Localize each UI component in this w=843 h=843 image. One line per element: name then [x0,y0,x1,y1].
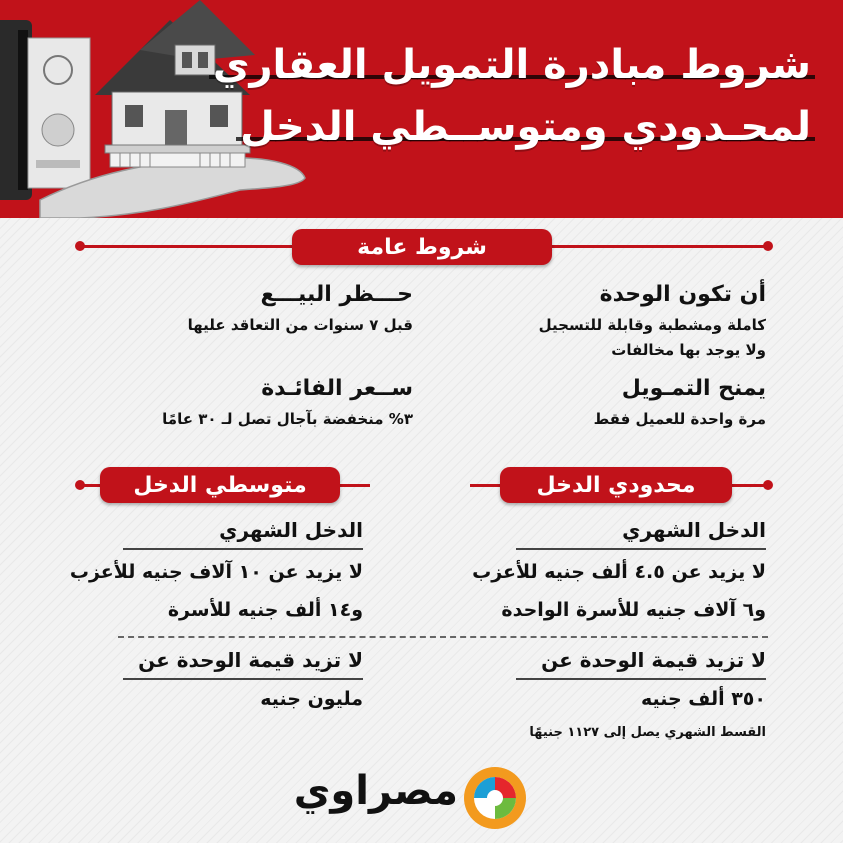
low-income-monthly-label: الدخل الشهري [516,518,766,550]
title-line-1: شروط مبادرة التمويل العقاري [255,34,815,96]
banknote-icon [28,38,90,188]
interest-rate-text: ٣% منخفضة بآجال تصل لـ ٣٠ عامًا [162,410,413,428]
interest-rate-title: ســعر الفائـدة [261,376,413,401]
unit-condition-text-2: ولا يوجد بها مخالفات [611,341,766,359]
sale-ban-title: حـــظر البيـــع [260,282,413,307]
low-income-unit-label: لا تزيد قيمة الوحدة عن [516,648,766,680]
low-income-single-limit: لا يزيد عن ٤.٥ ألف جنيه للأعزب [472,561,766,583]
mid-income-unit-value: مليون جنيه [260,688,363,710]
title-line-2: لمحـدودي ومتوســطي الدخل [255,96,815,158]
low-income-heading: محدودي الدخل [500,467,732,503]
general-heading: شروط عامة [292,229,552,265]
unit-condition-title: أن تكون الوحدة [599,282,766,307]
header-banner [0,0,843,218]
sale-ban-text: قبل ٧ سنوات من التعاقد عليها [187,316,413,334]
mid-income-unit-label: لا تزيد قيمة الوحدة عن [123,648,363,680]
mid-income-heading: متوسطي الدخل [100,467,340,503]
brand-name: مصراوي [293,768,458,814]
page-title [212,34,815,158]
mid-income-family-limit: و١٤ ألف جنيه للأسرة [167,599,363,621]
masrawy-logo-icon [462,765,528,831]
low-income-installment-note: القسط الشهري يصل إلى ١١٢٧ جنيهًا [529,725,766,740]
mid-income-single-limit: لا يزيد عن ١٠ آلاف جنيه للأعزب [69,561,363,583]
finance-condition-title: يمنح التمـويل [621,376,766,401]
section-divider [118,636,768,638]
finance-condition-text: مرة واحدة للعميل فقط [593,410,766,428]
general-rule-dot-left [75,241,85,251]
low-income-family-limit: و٦ آلاف جنيه للأسرة الواحدة [501,599,766,621]
unit-condition-text-1: كاملة ومشطبة وقابلة للتسجيل [538,316,766,334]
general-rule-dot-right [763,241,773,251]
low-income-rule-dot [763,480,773,490]
mid-income-monthly-label: الدخل الشهري [123,518,363,550]
mid-income-rule-dot [75,480,85,490]
low-income-unit-value: ٣٥٠ ألف جنيه [640,688,766,710]
wallet-icon [0,20,32,200]
